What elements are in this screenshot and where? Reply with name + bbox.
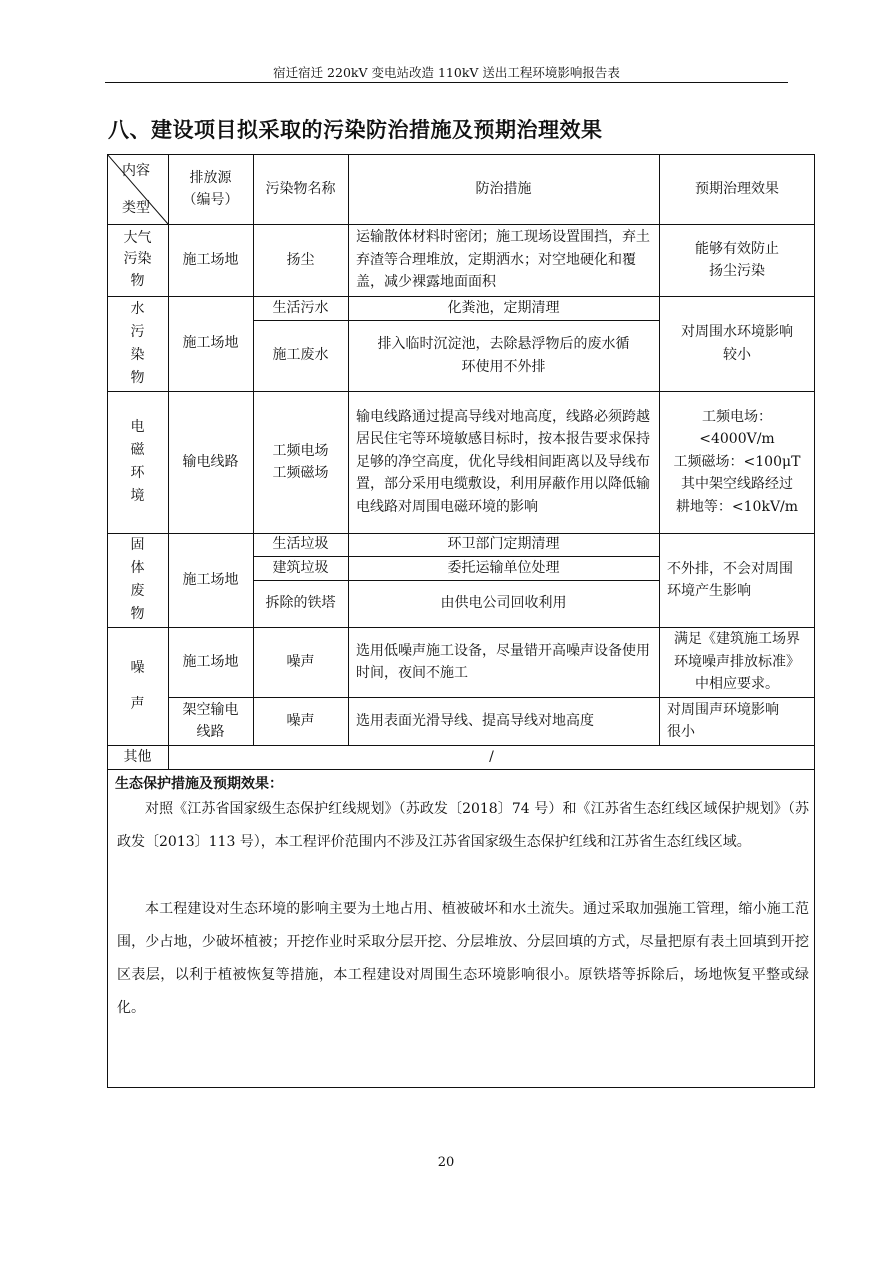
em-pollutant: 工频电场 工频磁场 <box>272 442 329 481</box>
noise-site-source: 施工场地 <box>182 653 239 670</box>
em-measure: 输电线路通过提高导线对地高度，线路必须跨越居民住宅等环境敏感目标时，按本报告要求保持足够的净空高度，优化导线相间距离以及导线布置，部分采用电缆敷设，利用屏蔽作用以降低输电线路对周围电磁环境的影响 <box>356 408 650 515</box>
air-source: 施工场地 <box>182 251 239 268</box>
solid-building-pollutant: 建筑垃圾 <box>272 559 329 576</box>
solid-tower-measure: 由供电公司回收利用 <box>440 595 567 612</box>
other-value: / <box>489 748 494 765</box>
solid-source: 施工场地 <box>182 571 239 588</box>
row-rule <box>107 769 815 770</box>
em-source: 输电线路 <box>182 453 239 470</box>
solid-tower-pollutant: 拆除的铁塔 <box>265 595 336 612</box>
document-header: 宿迁宿迁 220kV 变电站改造 110kV 送出工程环境影响报告表 <box>273 65 620 80</box>
column-header-pollutant: 污染物名称 <box>265 180 336 197</box>
header-rule <box>105 82 788 83</box>
water-domestic-pollutant: 生活污水 <box>272 299 329 316</box>
water-source: 施工场地 <box>182 335 239 352</box>
noise-site-pollutant: 噪声 <box>286 653 315 670</box>
noise-site-measure: 选用低噪声施工设备，尽量错开高噪声设备使用时间，夜间不施工 <box>356 642 650 681</box>
section-title: 八、建设项目拟采取的污染防治措施及预期治理效果 <box>108 117 603 142</box>
water-construction-measure: 排入临时沉淀池，去除悬浮物后的废水循 环使用不外排 <box>377 336 630 375</box>
solid-domestic-pollutant: 生活垃圾 <box>272 536 329 553</box>
solid-domestic-measure: 环卫部门定期清理 <box>447 536 560 553</box>
eco-paragraph: 对照《江苏省国家级生态保护红线规划》（苏政发〔2018〕74 号）和《江苏省生态红线区域保护规划》（苏政发〔2013〕113 号），本工程评价范围内不涉及江苏省国家级生态保护红线和江苏省生态红线区域。 <box>117 801 809 850</box>
noise-site-effect: 满足《建筑施工场界环境噪声排放标准》中相应要求。 <box>674 631 800 693</box>
eco-paragraph: 本工程建设对生态环境的影响主要为土地占用、植被破坏和水土流失。通过采取加强施工管理，缩小施工范围，少占地，少破坏植被；开挖作业时采取分层开挖、分层堆放、分层回填的方式，尽量把原有表土回填到开挖区表层，以利于植被恢复等措施，本工程建设对周围生态环境影响很小。原铁塔等拆除后，场地恢复平整或绿化。 <box>117 901 809 1016</box>
group-solid-waste: 固 体 废 物 <box>130 537 145 622</box>
group-electromagnetic: 电 磁 环 境 <box>130 419 145 504</box>
column-header-source: 排放源 （编号） <box>182 169 239 208</box>
air-pollutant: 扬尘 <box>286 251 315 268</box>
page-number: 20 <box>437 1155 455 1170</box>
water-domestic-measure: 化粪池，定期清理 <box>447 299 560 316</box>
em-effect: 工频电场： <4000V/m 工频磁场：<100μT 其中架空线路经过 耕地等：<10kV/m <box>673 408 801 515</box>
corner-label-top: 内容 <box>122 163 150 179</box>
air-effect: 能够有效防止 扬尘污染 <box>695 240 779 279</box>
group-other: 其他 <box>123 748 152 765</box>
noise-line-source: 架空输电 线路 <box>182 701 239 740</box>
water-construction-pollutant: 施工废水 <box>272 347 329 364</box>
solid-effect: 不外排，不会对周围 环境产生影响 <box>667 560 793 599</box>
noise-line-pollutant: 噪声 <box>286 712 315 729</box>
group-water: 水 污 染 物 <box>130 300 145 386</box>
air-measure: 运输散体材料时密闭；施工现场设置围挡，弃土弃渣等合理堆放，定期洒水；对空地硬化和覆盖，减少裸露地面面积 <box>356 229 650 291</box>
solid-building-measure: 委托运输单位处理 <box>447 559 560 576</box>
noise-line-measure: 选用表面光滑导线、提高导线对地高度 <box>356 712 594 729</box>
group-air: 大气 污染 物 <box>123 229 152 289</box>
corner-label-bottom: 类型 <box>122 200 150 216</box>
water-effect: 对周围水环境影响 较小 <box>681 324 793 363</box>
noise-line-effect: 对周围声环境影响 很小 <box>667 701 779 740</box>
column-header-effect: 预期治理效果 <box>695 180 779 197</box>
group-noise: 噪 声 <box>130 660 145 712</box>
column-header-measures: 防治措施 <box>475 180 532 197</box>
eco-section-title: 生态保护措施及预期效果： <box>115 776 283 792</box>
